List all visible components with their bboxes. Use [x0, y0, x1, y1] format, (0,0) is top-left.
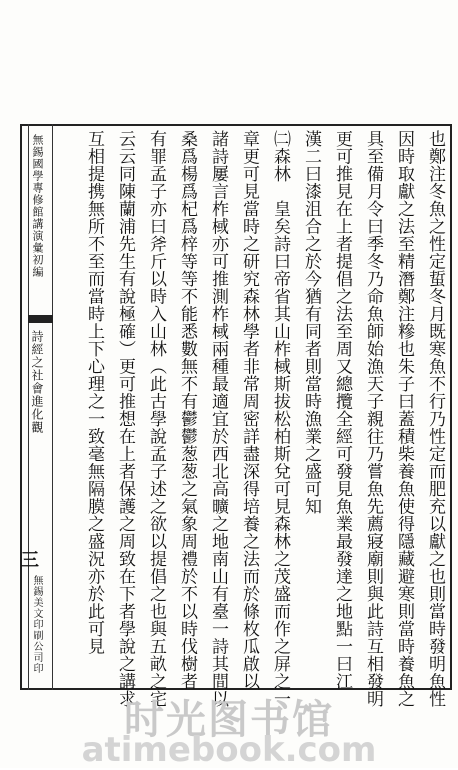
- text-column: 具至備月令曰季冬乃命魚師始漁天子親往乃嘗魚先薦寢廟則與此詩互相發明: [363, 130, 383, 708]
- text-column: ㈡森林 皇矣詩曰帝省其山柞棫斯拔松柏斯兌可見森林之茂盛而作之屏之一: [270, 130, 290, 708]
- text-column: 互相提携無所不至而當時上下心理之一致毫無隔膜之盛況亦於此可見: [84, 130, 104, 655]
- watermark-url: atimebook.com: [81, 730, 377, 770]
- text-column: 有罪孟子亦曰斧斤以時入山林（此古學說孟子述之欲以提倡之也與五畝之宅: [146, 130, 166, 708]
- text-column: 諸詩屢言柞棫亦可推測柞棫兩種最適宜於西北高曠之地南山有臺一詩其間以: [208, 130, 228, 708]
- running-head-chapter: 詩經之社會進化觀: [30, 330, 44, 434]
- running-head-book-title: 無錫國學專修館講演彙初編: [31, 134, 44, 278]
- text-column: 更可推見在上者提倡之法至周又總攬全經可發見魚業最發達之地點一曰江: [332, 130, 352, 690]
- watermark-chinese: 时光图书馆: [124, 697, 334, 743]
- fishtail-mark: [28, 315, 53, 323]
- text-column: 也鄭注冬魚之性定蜇冬月既寒魚不行乃性定而肥充以獻之也則當時發明魚性: [425, 130, 445, 708]
- margin-rule-right: [52, 124, 53, 690]
- text-column: 桑爲楊爲杞爲梓等等不能悉數無不有鬱鬱葱葱之氣象周禮於不以時伐樹者: [177, 130, 197, 690]
- text-column: 章更可見當時之研究森林學者非常周密詳盡深得培養之法而於條枚瓜啟以: [239, 130, 259, 690]
- text-column: 漢二曰漆沮合之於今猶有同者則當時漁業之盛可知: [301, 130, 321, 515]
- text-column: 因時取獻之法至精潛鄭注糝也朱子曰蓋積柴養魚使得隱藏避寒則當時養魚之: [394, 130, 414, 708]
- page-number: 三: [18, 550, 39, 569]
- text-body: [58, 130, 446, 708]
- margin-rule-left: [28, 124, 29, 690]
- text-column: 云云同陳蘭浦先生有說極確）更可推想在上者保護之周致在下者學說之講求: [115, 130, 135, 708]
- printer-name: 無錫美文印刷公司印: [31, 575, 42, 674]
